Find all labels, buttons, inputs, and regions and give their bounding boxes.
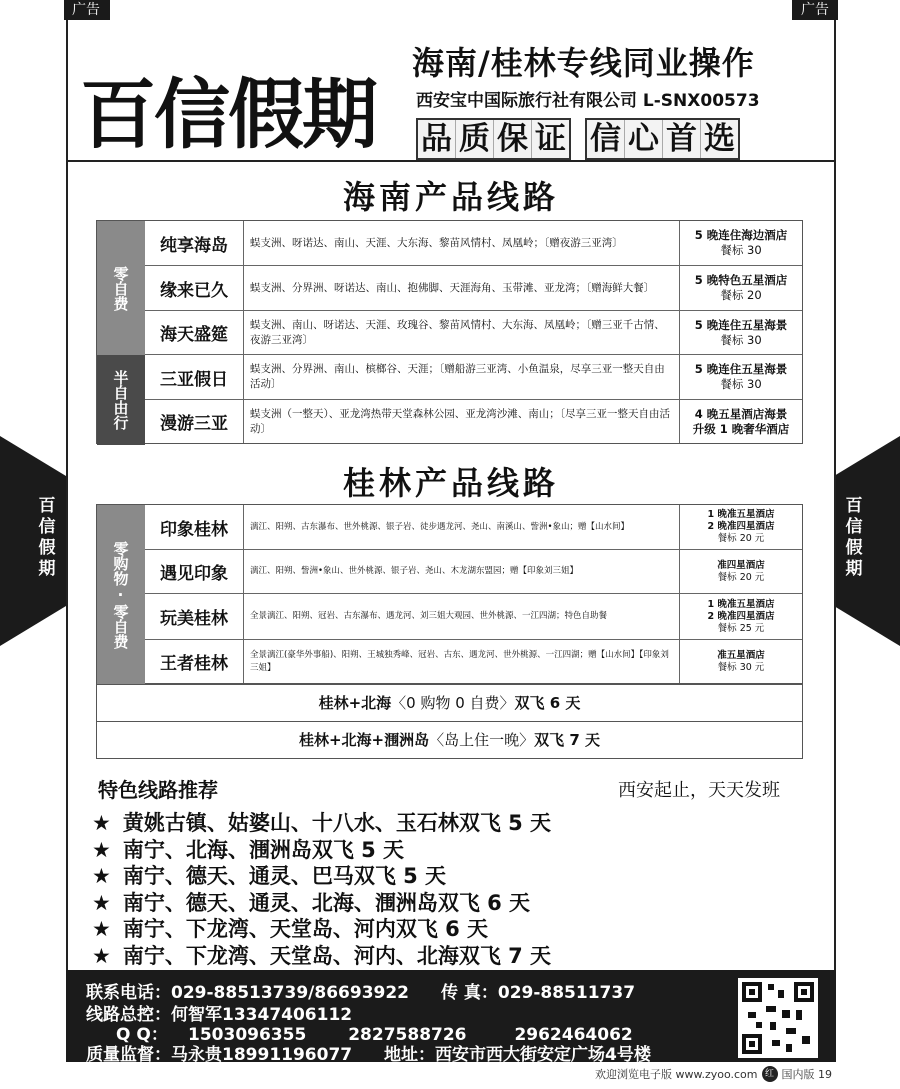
star-icon: ★ xyxy=(92,864,111,888)
route-detail: 全景漓江(豪华外事船)、阳朔、王城独秀峰、冠岩、古东、遇龙河、世外桃源、一江四湖；赠【山水间】【印象刘三姐】 xyxy=(243,640,680,683)
bottom-note xyxy=(595,1066,832,1082)
guilin-group-zero: 零购物·零自费 xyxy=(97,505,145,685)
combo-route-beihai xyxy=(96,684,803,722)
features-subtitle: 西安起止，天天发班 xyxy=(618,780,780,801)
route-detail: 蜈支洲、呀诺达、南山、天涯、大东海、黎苗风情村、凤凰岭；〔赠夜游三亚湾〕 xyxy=(243,221,680,265)
features-list xyxy=(92,810,551,969)
list-item: ★ 南宁、下龙湾、天堂岛、河内、北海双飞 7 天 xyxy=(92,943,552,968)
route-name: 遇见印象 xyxy=(160,564,228,584)
hotel-info: 5 晚连住五星海景 餐标 30 xyxy=(694,362,788,391)
hainan-group-zero-fee: 零自费 xyxy=(97,221,145,355)
slogan-char: 信 xyxy=(587,120,625,158)
red-edition-badge: 红 xyxy=(762,1066,778,1082)
hotel-info: 5 晚连住海边酒店 餐标 30 xyxy=(694,228,788,257)
list-item: ★ 南宁、北海、涠洲岛双飞 5 天 xyxy=(92,837,405,862)
slogan-char: 选 xyxy=(701,120,738,158)
qr-code xyxy=(738,978,818,1058)
edition-text: 国内版 19 xyxy=(781,1068,832,1081)
side-label-right: 百信假期 xyxy=(845,496,863,579)
ad-tag-right: 广告 xyxy=(792,0,838,20)
star-icon: ★ xyxy=(92,837,111,862)
phone-line: 联系电话：029-88513739/86693922 传 真：029-88511737 xyxy=(86,983,636,1003)
hotel-info: 4 晚五星酒店海景 升级 1 晚奢华酒店 xyxy=(692,406,790,436)
slogan-trust xyxy=(585,118,740,160)
table-row xyxy=(145,221,802,266)
route-name: 玩美桂林 xyxy=(160,609,228,629)
route-name: 缘来已久 xyxy=(160,280,228,301)
company-name: 西安宝中国际旅行社有限公司 L-SNX00573 xyxy=(416,91,760,111)
table-row xyxy=(145,311,802,355)
slogan-char: 证 xyxy=(532,120,569,158)
guilin-table xyxy=(96,504,803,684)
combo-mid: 〈0 购物 0 自费〉 xyxy=(391,694,515,712)
star-icon: ★ xyxy=(92,890,111,915)
slogan-char: 首 xyxy=(663,120,701,158)
tagline: 海南/桂林专线同业操作 xyxy=(412,44,755,82)
route-detail: 漓江、阳朔、古东瀑布、世外桃源、银子岩、徒步遇龙河、尧山、南溪山、訾洲•象山；赠【山水间】 xyxy=(243,505,680,549)
combo-main: 桂林+北海 xyxy=(318,694,392,712)
combo-mid: 〈岛上住一晚〉 xyxy=(429,731,535,749)
header xyxy=(66,20,836,162)
table-row xyxy=(145,550,802,594)
combo-main: 桂林+北海+涠洲岛 xyxy=(298,731,430,749)
qq-line: Q Q： 1503096355 2827588726 2962464062 xyxy=(116,1025,633,1045)
slogan-char: 品 xyxy=(418,120,456,158)
hainan-table xyxy=(96,220,803,444)
route-name: 三亚假日 xyxy=(160,369,228,390)
slogan-char: 保 xyxy=(494,120,532,158)
slogan-char: 心 xyxy=(625,120,663,158)
slogan-row xyxy=(416,118,740,160)
slogan-quality xyxy=(416,118,571,160)
supervisor-line: 质量监督：马永贵18991196077 地址：西安市西大街安定广场4号楼 xyxy=(86,1045,651,1065)
manager-line: 线路总控：何智军13347406112 xyxy=(86,1005,353,1025)
table-row xyxy=(145,594,802,640)
table-row xyxy=(145,355,802,400)
route-name: 纯享海岛 xyxy=(160,235,228,256)
side-label-left: 百信假期 xyxy=(38,496,56,579)
hotel-info: 5 晚连住五星海景 餐标 30 xyxy=(694,317,788,347)
slogan-char: 质 xyxy=(456,120,494,158)
route-detail: 蜈支洲、南山、呀诺达、天涯、玫瑰谷、黎苗风情村、大东海、凤凰岭；〔赠三亚千古情、夜游三亚湾〕 xyxy=(243,311,680,354)
route-detail: 全景漓江、阳朔、冠岩、古东瀑布、遇龙河、刘三姐大观园、世外桃源、一江四湖；特色自助餐 xyxy=(243,594,680,639)
route-name: 海天盛筵 xyxy=(160,325,228,345)
table-row xyxy=(145,266,802,311)
combo-end: 双飞 6 天 xyxy=(514,694,581,712)
list-item: ★ 南宁、德天、通灵、巴马双飞 5 天 xyxy=(92,864,447,888)
list-item: ★ 南宁、德天、通灵、北海、涠洲岛双飞 6 天 xyxy=(92,890,531,915)
route-name: 漫游三亚 xyxy=(160,414,228,434)
guilin-title: 桂林产品线路 xyxy=(342,464,559,502)
star-icon: ★ xyxy=(92,943,111,968)
hotel-info: 准五星酒店 餐标 30 元 xyxy=(717,649,765,673)
table-row xyxy=(145,640,802,683)
route-name: 印象桂林 xyxy=(160,519,228,540)
route-detail: 蜈支洲、分界洲、呀诺达、南山、抱佛脚、天涯海角、玉带滩、亚龙湾；〔赠海鲜大餐〕 xyxy=(243,266,680,310)
route-detail: 漓江、阳朔、訾洲•象山、世外桃源、银子岩、尧山、木龙湖东盟园；赠【印象刘三姐】 xyxy=(243,550,680,593)
combo-end: 双飞 7 天 xyxy=(534,731,601,749)
list-item: ★ 南宁、下龙湾、天堂岛、河内双飞 6 天 xyxy=(92,917,489,941)
route-name: 王者桂林 xyxy=(160,654,228,674)
combo-route-weizhou xyxy=(96,721,803,759)
hotel-info: 1 晚准五星酒店 2 晚准四星酒店 餐标 25 元 xyxy=(707,598,775,634)
route-detail: 蜈支洲（一整天）、亚龙湾热带天堂森林公园、亚龙湾沙滩、南山；〔尽享三亚一整天自由活动〕 xyxy=(243,400,680,443)
table-row xyxy=(145,400,802,443)
brand-logo: 百信假期 xyxy=(80,70,376,159)
table-row xyxy=(145,505,802,550)
hotel-info: 1 晚准五星酒店 2 晚准四星酒店 餐标 20 元 xyxy=(707,509,775,544)
features-title: 特色线路推荐 xyxy=(98,778,218,802)
contact-footer xyxy=(66,970,836,1065)
star-icon: ★ xyxy=(92,811,111,835)
list-item: ★ 黄姚古镇、姑婆山、十八水、玉石林双飞 5 天 xyxy=(92,811,552,835)
hainan-title: 海南产品线路 xyxy=(342,178,559,216)
star-icon: ★ xyxy=(92,917,111,941)
website-text: 欢迎浏览电子版 www.zyoo.com xyxy=(594,1068,758,1081)
hainan-group-semi-free: 半自由行 xyxy=(97,355,145,445)
ad-tag-left: 广告 xyxy=(64,0,110,20)
hotel-info: 准四星酒店 餐标 20 元 xyxy=(717,559,765,583)
hotel-info: 5 晚特色五星酒店 餐标 20 xyxy=(694,273,788,302)
route-detail: 蜈支洲、分界洲、南山、槟榔谷、天涯；〔赠船游三亚湾、小鱼温泉，尽享三亚一整天自由活动〕 xyxy=(243,355,680,399)
